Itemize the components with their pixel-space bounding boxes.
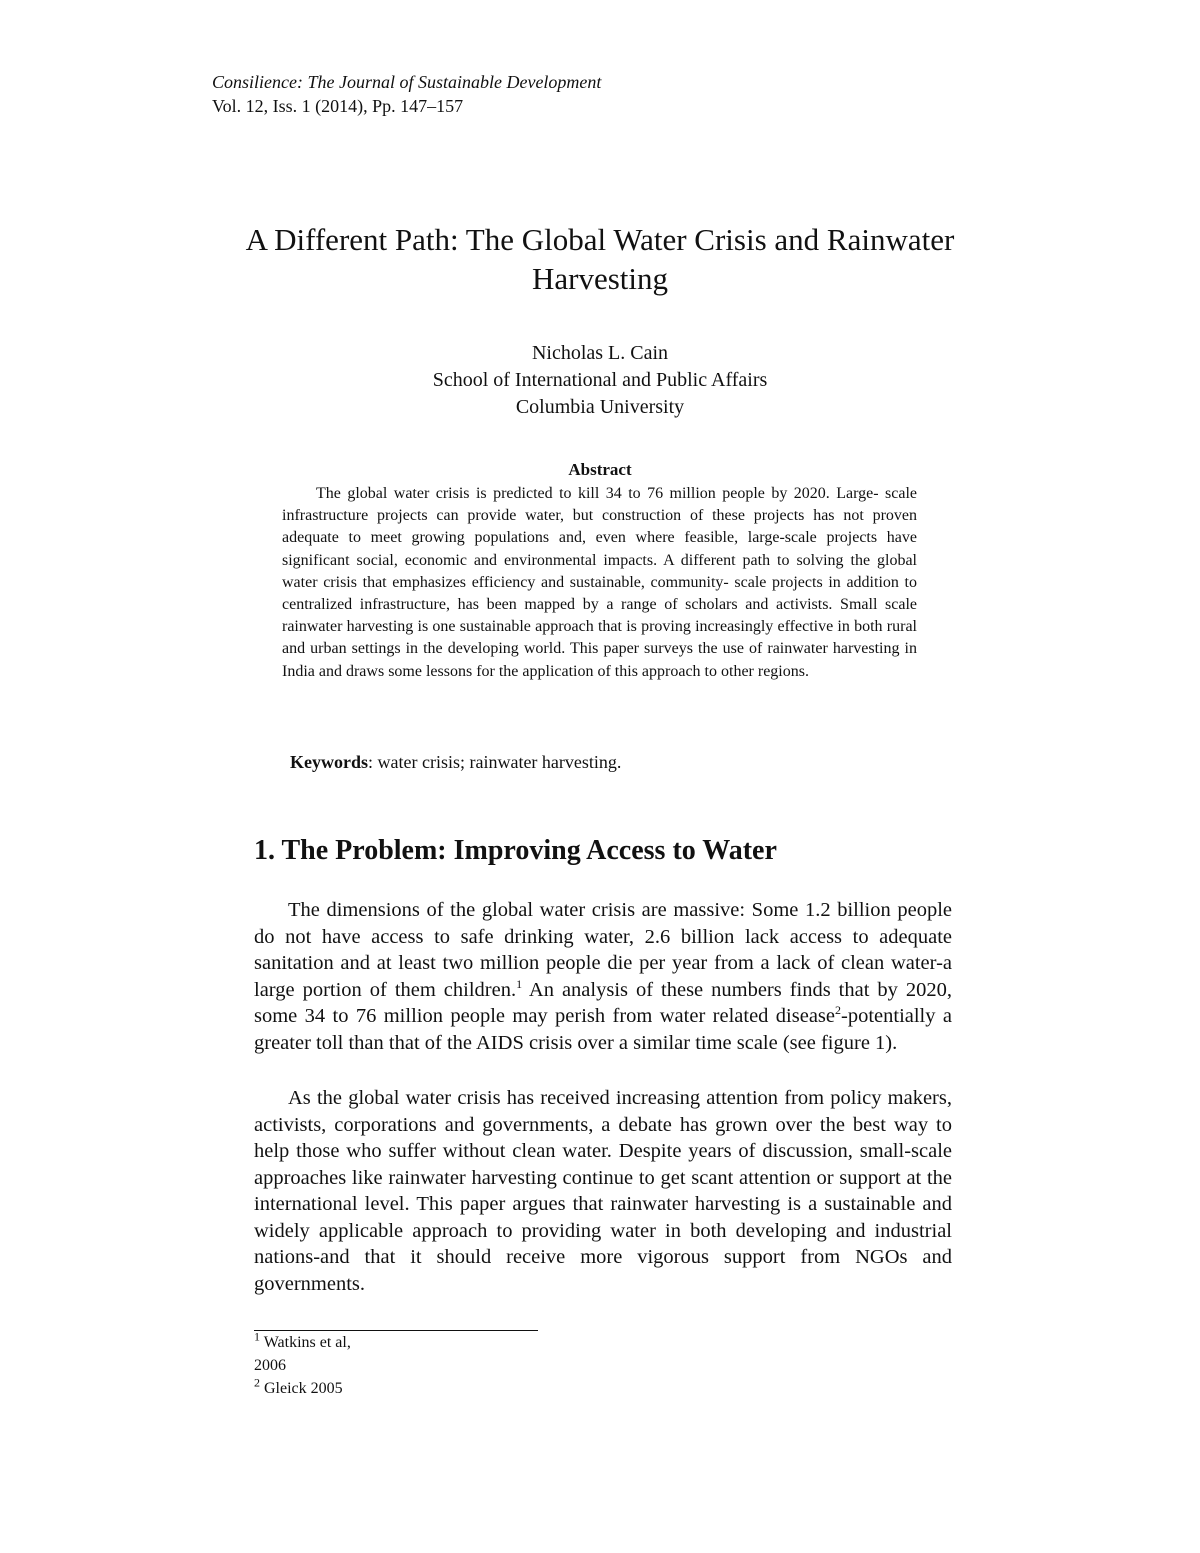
author-school: School of International and Public Affairs	[432, 369, 768, 391]
author-block	[150, 340, 1050, 421]
section-heading: 1. The Problem: Improving Access to Water	[254, 835, 777, 866]
paper-title	[150, 220, 1050, 298]
paragraph-1-part-b: An analysis of these numbers finds that by 2020, some 34 to 76 million people may perish from water related disease	[254, 978, 952, 1027]
footnote-2	[254, 1375, 343, 1398]
abstract-heading: Abstract	[568, 460, 632, 479]
keywords	[290, 752, 621, 773]
title-line-2: Harvesting	[531, 261, 669, 296]
paragraph-1-part-c: -potentially a greater toll than that of the AIDS crisis over a similar time scale (see figure 1).	[254, 1005, 952, 1054]
author-name: Nicholas L. Cain	[531, 342, 669, 364]
footnote-1-mark: 1	[254, 1329, 260, 1344]
volume-info: Vol. 12, Iss. 1 (2014), Pp. 147–157	[212, 96, 464, 116]
paragraph-1-part-a: The dimensions of the global water crisis are massive: Some 1.2 billion people do not have access to safe drinking water, 2.6 billion lack access to adequate sanitation and at least two million people die per year from a lack of clean water-a large portion of them children.	[254, 899, 952, 1001]
footnote-2-mark: 2	[254, 1375, 260, 1390]
footnote-divider	[254, 1330, 538, 1331]
footnote-2-text: Gleick 2005	[260, 1380, 343, 1397]
author-university: Columbia University	[515, 396, 685, 418]
paragraph-1	[254, 897, 952, 1056]
title-line-1: A Different Path: The Global Water Crisis and Rainwater	[245, 222, 955, 257]
footnote-1-year: 2006	[254, 1357, 286, 1374]
keywords-label: Keywords	[290, 752, 368, 772]
footnote-1	[254, 1329, 351, 1352]
footnote-ref-1[interactable]: 1	[516, 976, 523, 991]
keywords-text: : water crisis; rainwater harvesting.	[368, 752, 622, 772]
footnote-1-text: Watkins et al,	[260, 1334, 351, 1351]
abstract-text: The global water crisis is predicted to kill 34 to 76 million people by 2020. Large- scale infrastructure projects can provide water, but construction of these projects has not proven adequate to meet growing populations and, even where feasible, large-scale projects have significant social, economic and environmental impacts. A different path to solving the global water crisis that emphasizes efficiency and sustainable, community- scale projects in addition to centralized infrastructure, has been mapped by a range of scholars and activists. Small scale rainwater harvesting is one sustainable approach that is proving increasingly effective in both rural and urban settings in the developing world. This paper surveys the use of rainwater harvesting in India and draws some lessons for the application of this approach to other regions.	[282, 485, 917, 680]
journal-name: Consilience: The Journal of Sustainable Development	[212, 72, 602, 92]
paragraph-2: As the global water crisis has received increasing attention from policy makers, activists, corporations and governments, a debate has grown over the best way to help those who suffer without clean water. Despite years of discussion, small-scale approaches like rainwater harvesting continue to get scant attention or support at the international level. This paper argues that rainwater harvesting is a sustainable and widely applicable approach to providing water in both developing and industrial nations-and that it should receive more vigorous support from NGOs and governments.	[254, 1087, 952, 1295]
footnote-ref-2[interactable]: 2	[835, 1003, 841, 1018]
